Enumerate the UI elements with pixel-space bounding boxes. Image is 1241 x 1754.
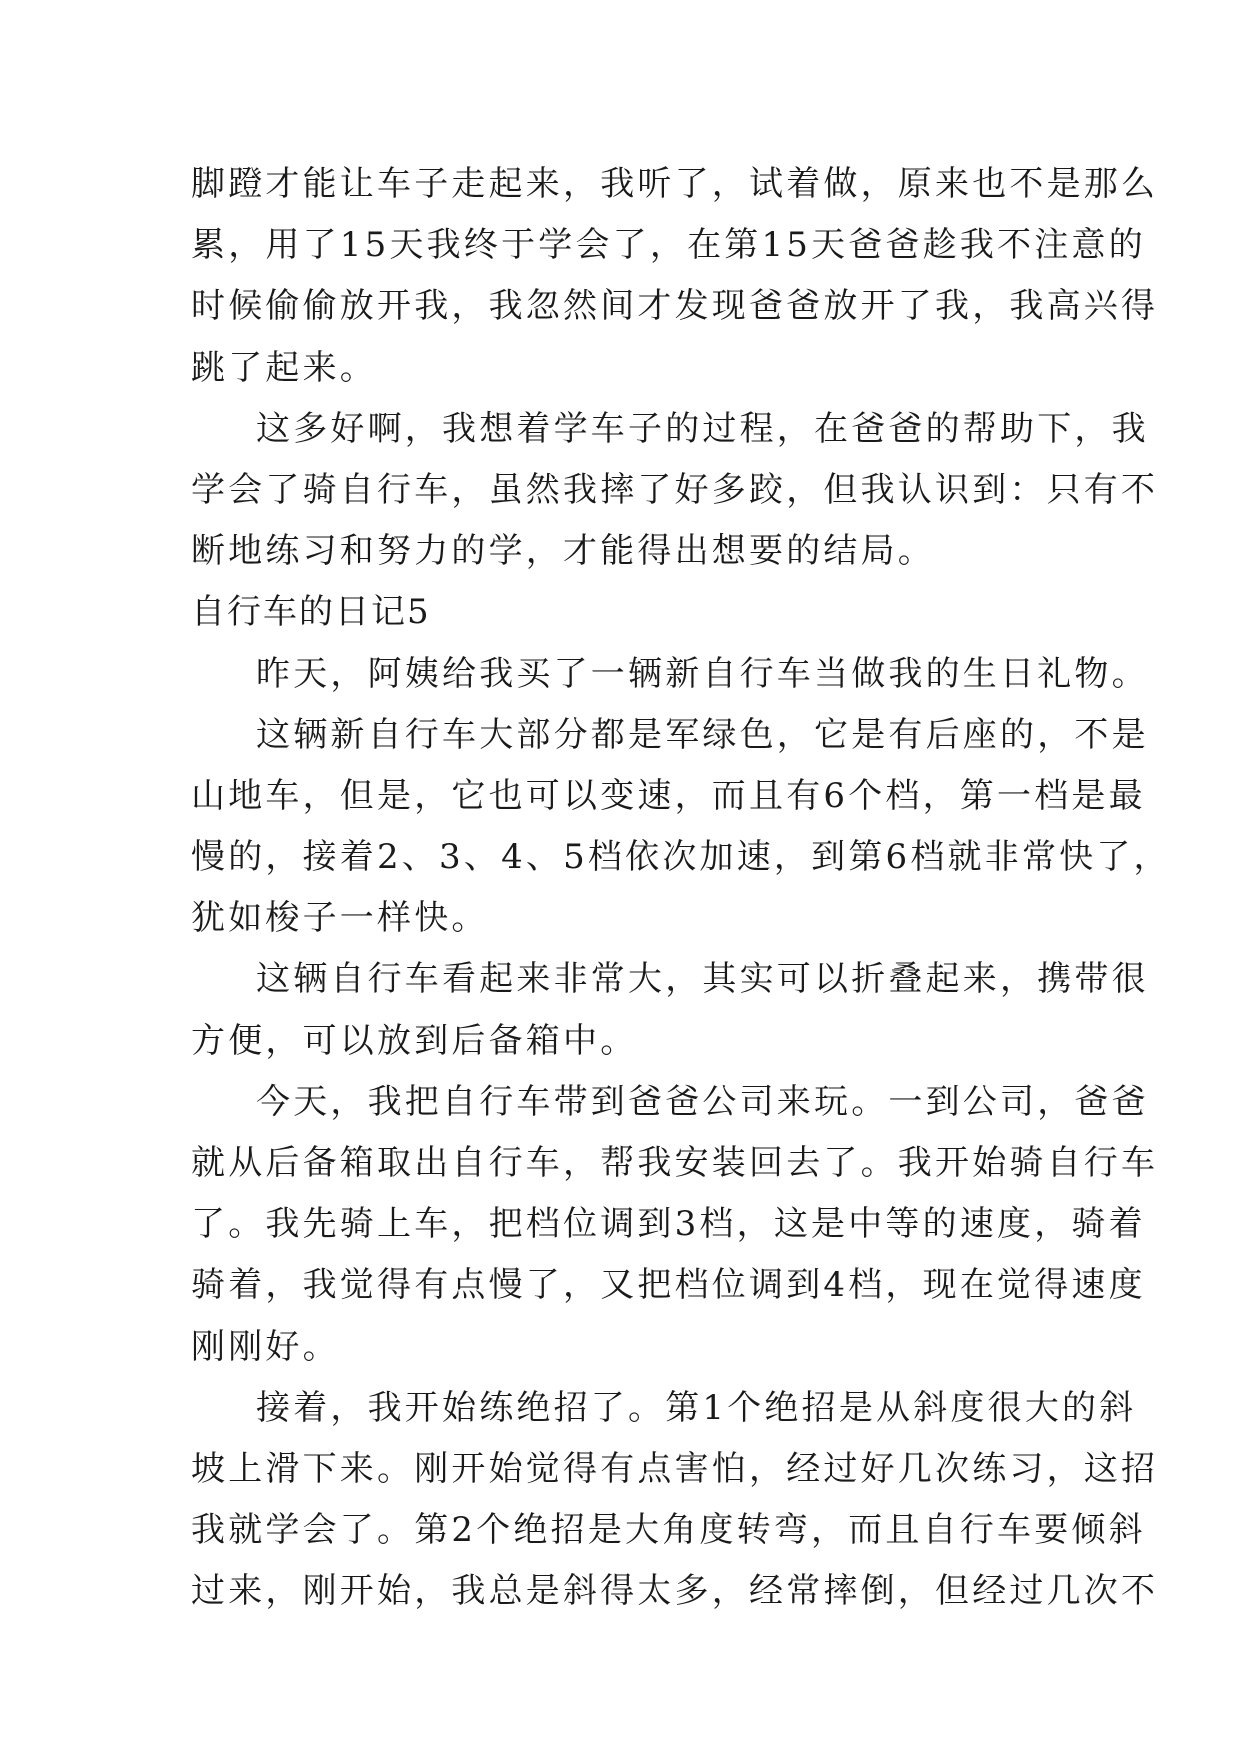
text-line: 骑着，我觉得有点慢了，又把档位调到4档，现在觉得速度 <box>191 1265 1146 1306</box>
text-line: 过来，刚开始，我总是斜得太多，经常摔倒，但经过几次不 <box>191 1571 1159 1612</box>
text-line: 方便，可以放到后备箱中。 <box>191 1020 638 1061</box>
text-line: 断地练习和努力的学，才能得出想要的结局。 <box>191 531 935 572</box>
text-line: 时候偷偷放开我，我忽然间才发现爸爸放开了我，我高兴得 <box>191 286 1159 327</box>
text-line: 脚蹬才能让车子走起来，我听了，试着做，原来也不是那么 <box>191 164 1159 204</box>
text-line: 跳了起来。 <box>191 347 377 388</box>
paragraph-first-line: 这辆新自行车大部分都是军绿色，它是有后座的，不是 <box>256 714 1149 755</box>
text-line: 我就学会了。第2个绝招是大角度转弯，而且自行车要倾斜 <box>191 1510 1146 1551</box>
text-line: 就从后备箱取出自行车，帮我安装回去了。我开始骑自行车 <box>191 1143 1159 1183</box>
text-line: 犹如梭子一样快。 <box>191 898 489 939</box>
paragraph-first-line: 昨天，阿姨给我买了一辆新自行车当做我的生日礼物。 <box>256 653 1149 694</box>
paragraph-first-line: 今天，我把自行车带到爸爸公司来玩。一到公司，爸爸 <box>256 1081 1149 1122</box>
paragraph-first-line: 这多好啊，我想着学车子的过程，在爸爸的帮助下，我 <box>256 408 1149 449</box>
text-line: 慢的，接着2、3、4、5档依次加速，到第6档就非常快了， <box>191 837 1171 878</box>
text-line: 学会了骑自行车，虽然我摔了好多跤，但我认识到：只有不 <box>191 469 1159 510</box>
paragraph-first-line: 接着，我开始练绝招了。第1个绝招是从斜度很大的斜 <box>256 1387 1137 1428</box>
text-line: 了。我先骑上车，把档位调到3档，这是中等的速度，骑着 <box>191 1204 1146 1245</box>
text-line: 坡上滑下来。刚开始觉得有点害怕，经过好几次练习，这招 <box>191 1448 1159 1489</box>
text-line: 山地车，但是，它也可以变速，而且有6个档，第一档是最 <box>191 775 1146 816</box>
paragraph-first-line: 这辆自行车看起来非常大，其实可以折叠起来，携带很 <box>256 959 1149 1000</box>
text-line: 累，用了15天我终于学会了，在第15天爸爸趁我不注意的 <box>191 225 1146 266</box>
text-line: 刚刚好。 <box>191 1326 340 1367</box>
section-heading: 自行车的日记5 <box>191 592 431 633</box>
document-body <box>191 154 1171 1623</box>
